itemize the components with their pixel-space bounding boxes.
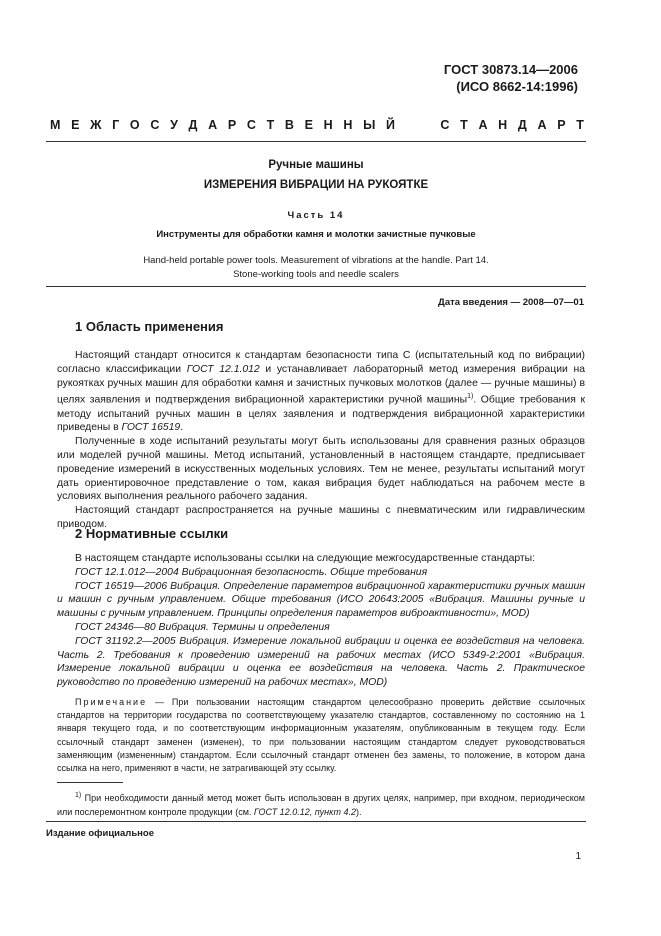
heading-letter: Е [304, 118, 313, 132]
footnote-mark: 1) [467, 393, 474, 401]
heading-letter: А [208, 118, 218, 132]
heading-letter: Т [460, 118, 468, 132]
heading-letter: В [284, 118, 294, 132]
heading-letter: У [170, 118, 178, 132]
heading-letter: А [478, 118, 488, 132]
standard-designation [444, 61, 578, 95]
heading-letter: Д [517, 118, 527, 132]
note-text: — При пользовании настоящим стандартом целесообразно проверить действие ссылочных стандартов на территории государства по соответствующему указателю стандартов, составленному по состоянию на 1 января текущего года, и по соответствующим информационным указателям, опубликованным в текущем году. Если ссылочный стандарт заменен (изменен), то при пользовании настоящим стандартом следует руководствоваться заменяющим (измененным) стандартом. Если ссылочный стандарт отменен без замены, то положение, в котором дана ссылка на него, применяют в части, не затрагивающей эту ссылку. [57, 697, 585, 774]
heading-divider [46, 141, 586, 142]
heading-letter: Й [386, 118, 396, 132]
official-edition: Издание официальное [46, 828, 154, 839]
section1-body [57, 349, 585, 532]
heading-letter: М [50, 118, 61, 132]
title-part: Часть 14 [287, 210, 345, 221]
heading-letter: Т [266, 118, 275, 132]
footnote-mark: 1) [75, 792, 82, 799]
heading-letter: Р [557, 118, 566, 132]
heading-letter: Н [343, 118, 353, 132]
footnote: $^{1)}$ При необходимости данный метод может быть использован в других целях, например, при входном, периодическом или послеремонтном контроле продукции (см. ГОСТ 12.0.12, пункт 4.2). [57, 792, 585, 817]
heading-letter: Г [112, 118, 120, 132]
section2-heading: 2 Нормативные ссылки [75, 526, 229, 541]
heading-letter: С [150, 118, 160, 132]
reference-item: ГОСТ 16519—2006 Вибрация. Определение параметров вибрационной характеристики ручных машин и машин с ручным управлением. Общие требования (ИСО 20643:2005 «Вибрация. Машины ручные и машины с ручным управлением. Принципы определения параметров виброактивности», MOD) [57, 580, 585, 620]
title-english [46, 254, 586, 282]
page-number: 1 [575, 851, 581, 862]
iso-number: (ИСО 8662-14:1996) [456, 79, 578, 94]
heading-letter: Н [323, 118, 333, 132]
footnote-divider [57, 782, 123, 783]
section1-paragraph1: Настоящий стандарт относится к стандартам безопасности типа С (испытательный код по вибрации) согласно классификации ГОСТ 12.1.012 и устанавливает лабораторный метод измерения вибрации на рукоятках ручных машин для обработки камня и зачистных пучковых молотков (далее — ручные машины) в целях заявления и подтверждения вибрационной характеристики ручной машины$^{1)}$. Общие требования к методу испытаний ручных машин в целях заявления и подтверждения вибрационной характеристики приведены в ГОСТ 16519. [57, 350, 585, 434]
references-intro: В настоящем стандарте использованы ссылки на следующие межгосударственные стандарты: [75, 553, 536, 564]
section1-paragraph3: Настоящий стандарт распространяется на ручные машины с пневматическим или гидравлическим приводом. [57, 505, 585, 531]
heading-letter: Р [227, 118, 237, 132]
heading-letter: Т [576, 118, 584, 132]
gost-ref: ГОСТ 12.0.12, пункт 4.2 [253, 806, 356, 817]
title-divider [46, 286, 586, 287]
references-note [57, 696, 585, 775]
normative-references [57, 552, 585, 690]
heading-letter: Ы [363, 118, 376, 132]
heading-letter: С [246, 118, 256, 132]
title-english-line2: Stone-working tools and needle scalers [233, 269, 399, 280]
reference-item: ГОСТ 12.1.012—2004 Вибрационная безопасность. Общие требования [75, 566, 428, 578]
heading-letter: Ж [90, 118, 102, 132]
heading-letter: Н [498, 118, 508, 132]
note-label: Примечание [75, 697, 148, 707]
footer-divider [46, 821, 586, 822]
title-group: Ручные машины [268, 159, 364, 171]
title-subtitle: Инструменты для обработки камня и молотки зачистные пучковые [156, 229, 476, 240]
heading-letter: А [537, 118, 547, 132]
section1-heading: 1 Область применения [75, 319, 224, 334]
title-main: ИЗМЕРЕНИЯ ВИБРАЦИИ НА РУКОЯТКЕ [203, 179, 429, 191]
gost-ref: ГОСТ 12.1.012 [186, 363, 260, 375]
gost-number: ГОСТ 30873.14—2006 [443, 62, 578, 77]
intro-date: Дата введения — 2008—07—01 [438, 297, 584, 308]
heading-letter: Е [71, 118, 80, 132]
standard-type-heading [50, 118, 584, 132]
reference-item: ГОСТ 24346—80 Вибрация. Термины и определения [75, 621, 330, 633]
heading-letter: Д [188, 118, 198, 132]
heading-letter: О [129, 118, 140, 132]
heading-letter: С [440, 118, 450, 132]
reference-item: ГОСТ 31192.2—2005 Вибрация. Измерение локальной вибрации и оценка ее воздействия на человека. Часть 2. Требования к проведению измерений на рабочих местах (ИСО 5349-2:2001 «Вибрация. Измерение локальной вибрации и оценка ее воздействия на человека. Часть 2. Практическое руководство по проведению измерений на рабочих местах», MOD) [57, 635, 585, 689]
word-gap [406, 118, 430, 132]
gost-ref: ГОСТ 16519 [121, 422, 181, 434]
section1-paragraph2: Полученные в ходе испытаний результаты могут быть использованы для сравнения разных образцов или моделей ручной машины. Метод испытаний, установленный в настоящем стандарте, предписывает проведение измерений в искусственных модельных условиях. Тем не менее, результаты испытаний могут дать ориентировочное представление о том, какая вибрация будет наблюдаться на рабочем месте в условиях выполнения реального рабочего задания. [57, 436, 585, 503]
title-english-line1: Hand-held portable power tools. Measurement of vibrations at the handle. Part 14. [143, 255, 489, 266]
